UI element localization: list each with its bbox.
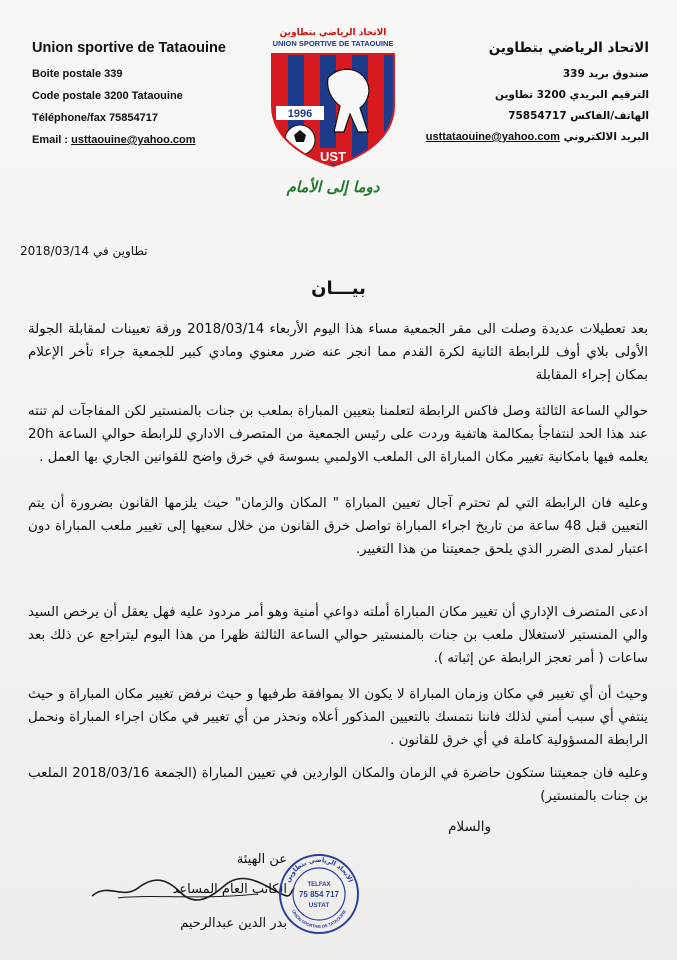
postal-code-fr: Code postale 3200 Tataouine xyxy=(32,90,183,102)
po-box-ar: صندوق بريد 339 xyxy=(562,68,649,80)
stamp-ring-text: الاتحاد الرياضي بتطاوين xyxy=(283,855,355,884)
email-link-ar[interactable]: usttataouine@yahoo.com xyxy=(425,131,560,143)
paragraph-5: وحيث أن أي تغيير في مكان وزمان المباراة لا يكون الا بموافقة طرفيها و حيث نرفض تغيير مكان المباراة و حيث ينتفي أي سبب أمني لذلك فاننا نتمسك بالتعيين المذكور أعلاه ونحذر من أي تغيير في مكان اجراء المباراة ونحمل الرابطة المسؤولية كاملة في أي خرق للقانون . xyxy=(28,687,648,748)
signature-position: الكاتب العام المساعد xyxy=(172,882,287,897)
stamp-abbr: USTAT xyxy=(308,902,330,909)
letter-title: بيـــان xyxy=(311,278,366,299)
email-line-fr xyxy=(32,134,262,146)
header-left-french xyxy=(32,40,262,156)
logo-french-name: UNION SPORTIVE DE TATAOUINE xyxy=(272,39,394,48)
stamp-telfax-number: 75 854 717 xyxy=(298,890,340,899)
po-box-fr: Boite postale 339 xyxy=(32,68,123,80)
org-name-fr: Union sportive de Tataouine xyxy=(32,40,226,56)
logo-motto: دوما إلى الأمام xyxy=(286,178,380,196)
email-label-fr: Email : xyxy=(32,134,72,146)
paragraph-6: وعليه فان جمعيتنا ستكون حاضرة في الزمان والمكان الواردين في تعيين المباراة (الجمعة 2018/03/16 الملعب بن جنات بالمنستير) xyxy=(28,766,649,804)
signature-name: بدر الدين عبدالرحيم xyxy=(180,916,287,931)
official-stamp xyxy=(277,852,361,936)
signature-on-behalf: عن الهيئة xyxy=(236,852,287,867)
stamp-telfax-label: TELFAX xyxy=(307,882,331,888)
email-link-fr[interactable]: usttaouine@yahoo.com xyxy=(71,134,196,146)
logo-abbr: UST xyxy=(320,149,346,164)
handwritten-signature-icon xyxy=(88,874,298,904)
club-logo xyxy=(258,28,408,208)
letter-date: تطاوين في 2018/03/14 xyxy=(20,244,148,258)
org-name-ar: الاتحاد الرياضي بتطاوين xyxy=(488,40,649,56)
email-line-ar xyxy=(419,131,649,143)
paragraph-4: ادعى المتصرف الإداري أن تغيير مكان المباراة أملته دواعي أمنية وهو أمر مردود عليه فهل يعقل أن يرخص السيد والي المنستير لاستغلال ملعب بن جنات بالمنستير حوالي الساعة الثالثة ظهرا من هذا اليوم ليتراجع عن ذلك بعد ساعات ( أمر تعجز الرابطة عن إثباته ). xyxy=(28,605,648,666)
postal-code-ar: الترقيم البريدي 3200 تطاوين xyxy=(495,89,649,101)
shield-emblem-icon xyxy=(258,48,408,168)
email-label-ar: البريد الالكتروني xyxy=(563,131,649,143)
paragraph-2: حوالي الساعة الثالثة وصل فاكس الرابطة لتعلمنا بتعيين المباراة بملعب بن جنات بالمنستير لكن المفاجآت لم تنته عند هذا الحد لنتفاجأ بمكالمة هاتفية وردت على رئيس الجمعية من المتصرف الاداري للرابطة حوالي الساعة 20h يعلمه فيها بامكانية تغيير مكان المباراة الى الملعب الاولمبي بسوسة في خرق واضح للقوانين الجاري بها العمل . xyxy=(28,404,648,465)
paragraph-3: وعليه فان الرابطة التي لم تحترم آجال تعيين المباراة " المكان والزمان" حيث يلزمها القانون بضرورة أن يتم التعيين قبل 48 ساعة من تاريخ اجراء المباراة تواصل خرق القانون من خلال سعيها إلى تغيير ملعب المباراة دون اعتبار لمدى الضرر الذي يلحق جمعيتنا من هذا التغيير. xyxy=(28,496,649,557)
phone-fax-fr: Téléphone/fax 75854717 xyxy=(32,112,158,124)
paragraph-1: بعد تعطيلات عديدة وصلت الى مقر الجمعية مساء هذا اليوم الأربعاء 2018/03/14 ورقة تعيينات لمقابلة الجولة الأولى بلاي أوف للرابطة الثانية لكرة القدم مما انجر عنه ضرر معنوي ومادي كبير للجمعية جراء تأخر الإعلام بمكان إجراء المقابلة xyxy=(28,322,648,383)
logo-arabic-name: الاتحاد الرياضي بتطاوين xyxy=(279,28,387,38)
phone-fax-ar: الهاتف/الفاكس 75854717 xyxy=(508,110,649,122)
stamp-ring-text-fr: UNION SPORTIVE DE TATAOUINE xyxy=(290,908,348,930)
logo-year: 1996 xyxy=(287,108,313,120)
closing-salutation: والسلام xyxy=(448,819,491,835)
header-right-arabic xyxy=(419,40,649,152)
